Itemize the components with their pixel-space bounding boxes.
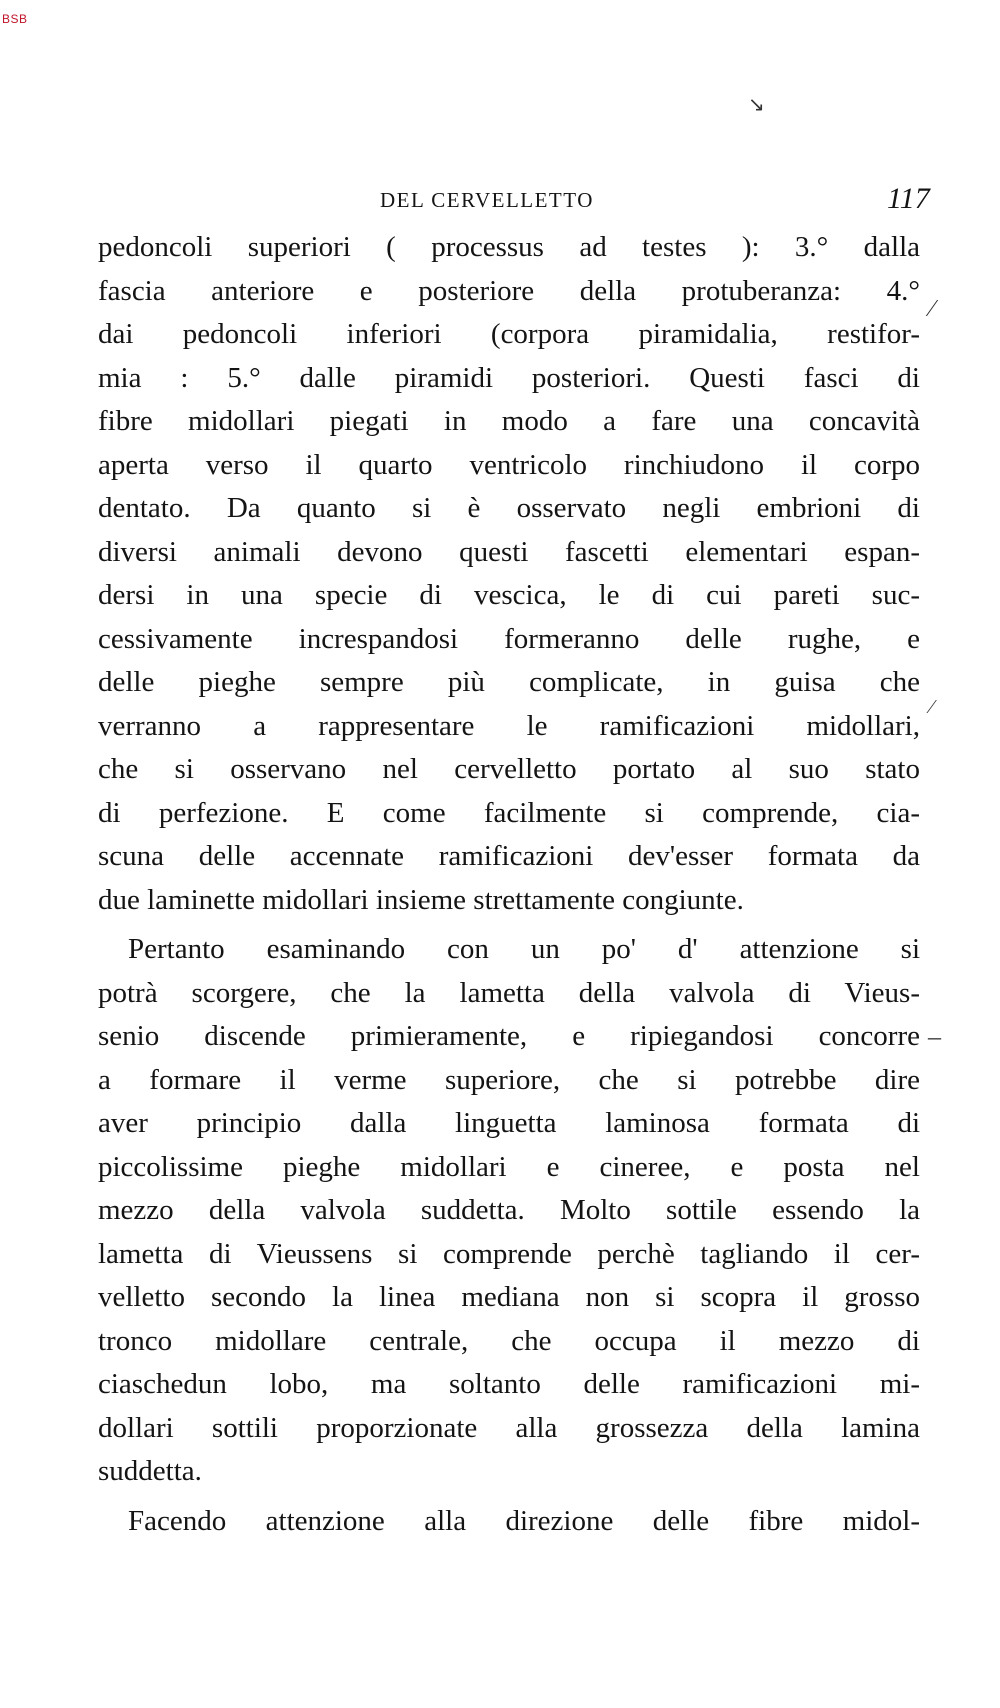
text-line: dersi in una specie di vescica, le di cui pareti suc- [98,579,920,611]
text-line: aperta verso il quarto ventricolo rinchiudono il corpo [98,448,920,481]
text-line: di perfezione. E come facilmente si comprende, cia- [98,796,920,829]
paragraph-1 [98,226,920,922]
text-line: Facendo attenzione alla direzione delle fibre midol- [128,1504,920,1537]
text-line: delle pieghe sempre più complicate, in guisa che [98,666,920,698]
text-line: tronco midollare centrale, che occupa il mezzo di [98,1324,920,1357]
text-line: velletto secondo la linea mediana non si scopra il grosso [98,1281,920,1313]
text-line: a formare il verme superiore, che si potrebbe dire [98,1063,920,1096]
library-stamp: BSB [2,12,28,26]
text-line: piccolissime pieghe midollari e cineree, e posta nel [98,1150,920,1183]
scan-mark: ⁄ [930,696,934,718]
text-line: mia : 5.° dalle piramidi posteriori. Questi fasci di [98,361,920,394]
page-number: 117 [887,182,930,215]
paragraph-3 [98,1500,920,1544]
text-line: aver principio dalla linguetta laminosa formata di [98,1107,920,1139]
scan-mark: ⁄ [930,296,935,322]
text-line: lametta di Vieussens si comprende perchè tagliando il cer- [98,1237,920,1270]
text-line: fascia anteriore e posteriore della protuberanza: 4.° [98,274,920,307]
text-line: dai pedoncoli inferiori (corpora piramidalia, restifor- [98,318,920,350]
text-line: senio discende primieramente, e ripiegandosi concorre [98,1020,920,1052]
paragraph-2 [98,928,920,1494]
text-line: due laminette midollari insieme strettamente congiunte. [98,883,744,916]
text-line: potrà scorgere, che la lametta della valvola di Vieus- [98,976,920,1009]
scan-mark: ↘ [748,94,765,116]
text-line: mezzo della valvola suddetta. Molto sottile essendo la [98,1194,920,1226]
text-line: pedoncoli superiori ( processus ad testes ): 3.° dalla [98,231,920,263]
text-line: verranno a rappresentare le ramificazioni midollari, [98,709,920,742]
body-text [98,226,920,1543]
text-line: cessivamente increspandosi formeranno delle rughe, e [98,622,920,655]
text-line: dollari sottili proporzionate alla grossezza della lamina [98,1411,920,1444]
text-line: diversi animali devono questi fascetti elementari espan- [98,535,920,568]
text-line: che si osservano nel cervelletto portato al suo stato [98,753,920,785]
scan-mark: – [928,1022,941,1051]
text-line: ciaschedun lobo, ma soltanto delle ramificazioni mi- [98,1368,920,1400]
text-line: suddetta. [98,1455,202,1487]
text-line: Pertanto esaminando con un po' d' attenzione si [128,933,920,965]
text-line: fibre midollari piegati in modo a fare una concavità [98,405,920,437]
running-head: DEL CERVELLETTO [380,188,594,212]
text-line: scuna delle accennate ramificazioni dev'esser formata da [98,840,920,872]
text-line: dentato. Da quanto si è osservato negli embrioni di [98,492,920,524]
